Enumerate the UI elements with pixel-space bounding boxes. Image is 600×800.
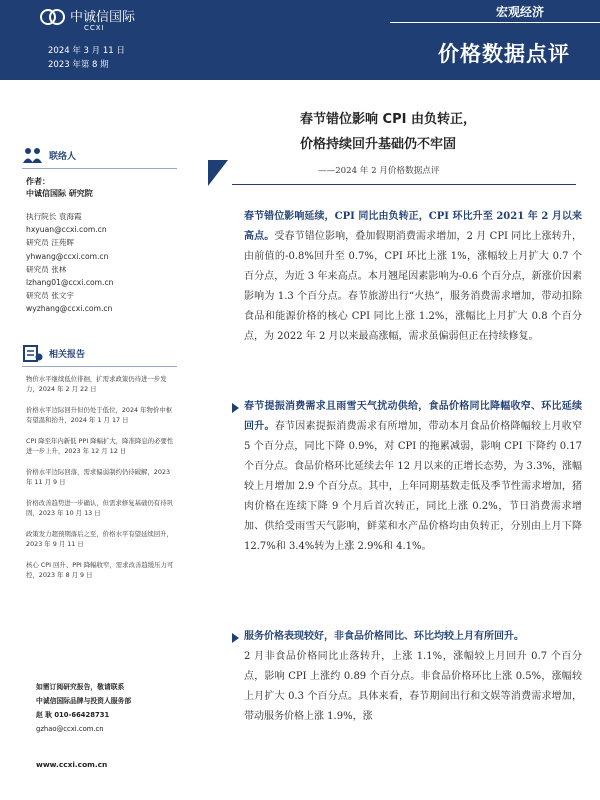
paragraph-3 [244,627,582,727]
related-divider [22,366,177,367]
bullet-arrow-icon [232,403,239,413]
author-label: 作者： [26,177,50,186]
contact-line: 执行院长 袁海霞 [26,212,82,221]
page-subtitle: ——2024 年 2 月价格数据点评 [318,166,440,176]
paragraph-3-lead: 服务价格表现较好，非食品价格同比、环比均较上月有所回升。 [244,631,524,642]
author-org: 中诚信国际 研究院 [26,189,93,198]
bullet-arrow-icon [232,633,239,643]
related-list [26,374,176,591]
ccxi-logo-icon [40,6,66,28]
contact-line: 研究员 汪苑晖 [26,238,74,248]
contact-heading-label: 联络人 [49,151,77,162]
paragraph-1 [244,207,582,347]
contact-divider [22,168,177,169]
paragraph-1-text: 受春节错位影响，叠加假期消费需求增加，2 月 CPI 同比上涨转升，由前值的-0.8%回升至 0.7%，CPI 环比上涨 1%，涨幅较上月扩大 0.7 个百分点，为近 3 年来高点。本月翘尾因素影响为-0.6 个百分点，新涨价因素影响为 1.3 个百分点。春节旅游出行“火热”，服务消费需求增加，带动扣除食品和能源价格的核心 CPI 同比上涨 1.2%，涨幅比上月扩大 0.8 个百分点，为 2022 年 2 月以来最高涨幅，需求虽偏弱但正在持续修复。 [244,231,583,342]
author-block [26,176,93,200]
website-link[interactable]: www.ccxi.com.cn [36,760,108,769]
subscribe-contact: 赵 耿 010-66428731 [36,711,110,719]
contact-email[interactable]: wyzhang@ccxi.com.cn [26,304,113,314]
paragraph-1-lead: 春节错位影响延续，CPI 同比由负转正，CPI 环比升至 2021 年 2 月以来高点。 [244,211,582,242]
subscribe-dept: 中诚信国际品牌与投资人服务部 [36,697,132,705]
report-category: 宏观经济 [495,5,544,19]
report-date: 2024 年 3 月 11 日 [48,46,125,56]
related-report-link[interactable]: CPI 降至年内新低 PPI 降幅扩大，降准降息的必要性进一步上升，2023 年 12 月 12 日 [26,437,174,455]
sidebar [0,0,190,800]
related-report-link[interactable]: 政策发力超预期落后之至，价格水平有望延续回升，2023 年 9 月 11 日 [26,530,173,548]
paragraph-2-lead: 春节提振消费需求且雨雪天气扰动供给，食品价格同比降幅收窄、环比延续回升。 [244,401,582,432]
contact-email[interactable]: hxyuan@ccxi.com.cn [26,225,107,235]
title-accent-triangle [208,160,228,186]
paragraph-3-text: 2 月非食品价格同比止落转升，上涨 1.1%，涨幅较上月回升 0.7 个百分点，影响 CPI 上涨约 0.89 个百分点。非食品价格环比上涨 0.5%，涨幅较上月扩大 0.3 个百分点。具体来看，春节期间出行和文娱等消费需求增加，带动服务价格上涨 1.9%，涨 [244,651,582,722]
subscribe-block [36,680,131,736]
contact-list [26,210,113,316]
subscribe-line: 如需订阅研究报告，敬请联系 [36,683,125,691]
related-report-link[interactable]: 核心 CPI 回升、PPI 降幅收窄，需求改善趋缓压力可控，2023 年 8 月 9 日 [26,561,174,579]
contact-email[interactable]: lzhang01@ccxi.com.cn [26,278,114,288]
related-report-link[interactable]: 价格改善趋势进一步确认，但需求修复基础仍有待巩固，2023 年 10 月 13 日 [26,499,173,517]
people-icon [22,146,44,164]
page-title-line-1: 春节错位影响 CPI 由负转正， [300,112,476,127]
contact-line: 研究员 张文宇 [26,291,74,301]
contact-heading [22,146,76,164]
related-report-link[interactable]: 价格水平边际回升但仍处于低位，2024 年物价中枢有望温和抬升，2024 年 1 月 17 日 [26,406,173,424]
report-issue: 2023 年第 8 期 [48,60,109,70]
page-title-line-2: 价格持续回升基础仍不牢固 [300,137,457,152]
top-banner [190,0,600,80]
paragraph-2-text: 春节因素提振消费需求有所增加，带动本月食品价格降幅较上月收窄 5 个百分点，同比下降 0.9%，对 CPI 的拖累减弱，影响 CPI 下降约 0.17 个百分点。食品价格环比延续去年 12 月以来的正增长态势，为 3.3%，涨幅较上月增加 2.9 个百分点。其中，上年同期基数走低及季节性需求增加，猪肉价格在连续下降 9 个月后首次转正，同比上涨 0.2%，节日消费需求增加、供给受雨雪天气影响，鲜菜和水产品价格均由负转正，分别由上月下降 12.7%和 3.4%转为上涨 2.9%和 4.1%。 [244,421,582,552]
paragraph-2 [244,397,582,557]
related-report-link[interactable]: 价格水平边际回落，需求偏弱制约仍待破解，2023 年 11 月 9 日 [26,468,171,486]
contact-line: 研究员 张林 [26,264,67,274]
related-heading [22,344,85,362]
report-icon [22,344,44,362]
subscribe-email[interactable]: gzhao@ccxi.com.cn [36,725,104,733]
title-divider [232,184,576,185]
logo-subtext: CCXI [84,24,105,32]
related-heading-label: 相关报告 [49,349,86,360]
series-title: 价格数据点评 [438,42,570,66]
sidebar-header [0,0,190,80]
related-report-link[interactable]: 物价水平继续低位徘徊，扩需求政策仍待进一步发力，2024 年 2 月 22 日 [26,375,167,393]
logo-text: 中诚信国际 [70,9,136,25]
contact-email[interactable]: yhwang@ccxi.com.cn [26,251,109,261]
banner-divider [390,22,600,23]
